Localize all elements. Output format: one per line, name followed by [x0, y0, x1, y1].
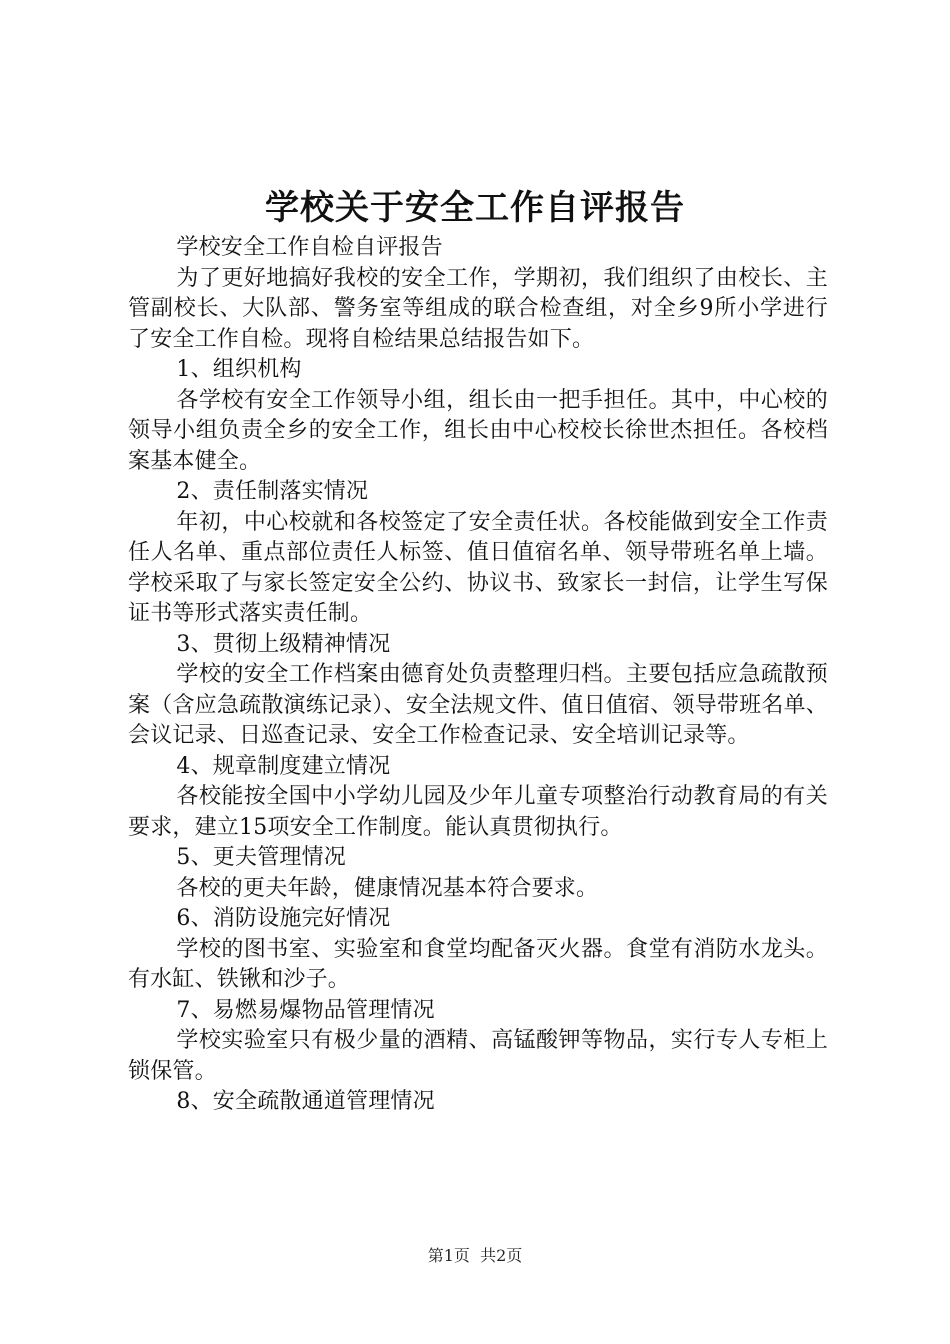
- paragraph-section-4: 各校能按全国中小学幼儿园及少年儿童专项整治行动教育局的有关要求，建立15项安全工作制度。能认真贯彻执行。: [128, 784, 828, 840]
- paragraph-section-2: 年初，中心校就和各校签定了安全责任状。各校能做到安全工作责任人名单、重点部位责任人标签、值日值宿名单、领导带班名单上墙。学校采取了与家长签定安全公约、协议书、致家长一封信，让学生写保证书等形式落实责任制。: [128, 509, 828, 626]
- section-heading-7: 7、易燃易爆物品管理情况: [176, 997, 435, 1023]
- paragraph-intro: 为了更好地搞好我校的安全工作，学期初，我们组织了由校长、主管副校长、大队部、警务室等组成的联合检查组，对全乡9所小学进行了安全工作自检。现将自检结果总结报告如下。: [128, 265, 828, 352]
- paragraph-subtitle: 学校安全工作自检自评报告: [176, 235, 443, 260]
- paragraph-section-1: 各学校有安全工作领导小组，组长由一把手担任。其中，中心校的领导小组负责全乡的安全工作，组长由中心校校长徐世杰担任。各校档案基本健全。: [128, 387, 828, 474]
- section-heading-4: 4、规章制度建立情况: [176, 753, 391, 779]
- page-number: 第1页: [427, 1246, 470, 1265]
- paragraph-section-6: 学校的图书室、实验室和食堂均配备灭火器。食堂有消防水龙头。有水缸、铁锹和沙子。: [128, 936, 828, 992]
- section-heading-2: 2、责任制落实情况: [176, 479, 369, 504]
- page-total: 共2页: [480, 1246, 523, 1265]
- page-footer: [0, 1244, 950, 1268]
- section-heading-6: 6、消防设施完好情况: [176, 906, 391, 931]
- section-heading-3: 3、贯彻上级精神情况: [176, 631, 391, 657]
- paragraph-section-5: 各校的更夫年龄，健康情况基本符合要求。: [176, 875, 599, 901]
- paragraph-section-3: 学校的安全工作档案由德育处负责整理归档。主要包括应急疏散预案（含应急疏散演练记录）、安全法规文件、值日值宿、领导带班名单、会议记录、日巡查记录、安全工作检查记录、安全培训记录等。: [128, 662, 828, 748]
- document-title: 学校关于安全工作自评报告: [265, 188, 685, 228]
- section-heading-5: 5、更夫管理情况: [176, 845, 346, 870]
- section-heading-1: 1、组织机构: [176, 357, 302, 382]
- paragraph-section-7: 学校实验室只有极少量的酒精、高锰酸钾等物品，实行专人专柜上锁保管。: [128, 1028, 828, 1084]
- document-body: [128, 233, 828, 1118]
- section-heading-8: 8、安全疏散通道管理情况: [176, 1089, 435, 1114]
